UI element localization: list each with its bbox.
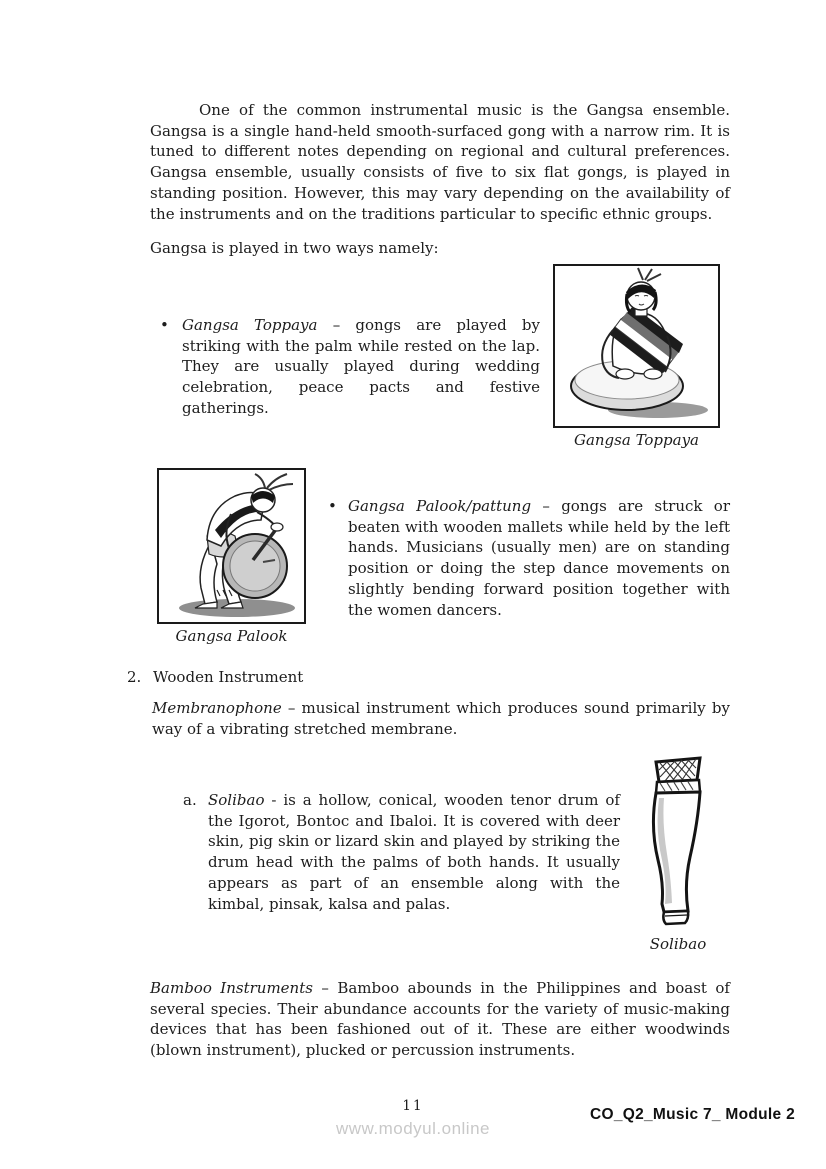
intro-paragraph: One of the common instrumental music is the Gangsa ensemble. Gangsa is a single hand-held smooth-surfaced gong with a narrow rim. It is tuned to different notes depending on regional and cultural preferences. Gangsa ensemble, usually consists of five to six flat gongs, is played in standing position. However, this may vary depending on the availability of the instruments and on the traditions particular to specific ethnic groups. [150, 101, 730, 223]
membranophone-paragraph [152, 698, 730, 739]
module-label: CO_Q2_Music 7_ Module 2 [589, 1106, 795, 1123]
bullet-dot-icon: • [160, 316, 169, 334]
figure-solibao [636, 752, 720, 953]
figure-caption-gangsa-palook: Gangsa Palook [175, 627, 288, 645]
solibao-term: Solibao [208, 791, 265, 809]
bullet-gangsa-palook-rest: – gongs are struck or beaten with wooden mallets while held by the left hands. Musicians (usually men) are on standing position or doing the step dance movements on slightly bending forward position together with the women dancers. [348, 497, 731, 619]
solibao-drum-illustration-icon [636, 752, 720, 932]
bullet-gangsa-toppaya-term: Gangsa Toppaya [182, 316, 318, 334]
gangsa-toppaya-image-frame [553, 264, 720, 428]
section-title: Wooden Instrument [153, 668, 304, 686]
figure-gangsa-toppaya [553, 264, 720, 449]
section-wooden-instrument [127, 668, 303, 686]
figure-caption-gangsa-toppaya: Gangsa Toppaya [573, 431, 700, 449]
list-item-solibao [183, 790, 620, 914]
gangsa-palook-illustration-icon [159, 470, 304, 622]
membranophone-term: Membranophone [152, 699, 282, 717]
figure-gangsa-palook [157, 468, 306, 645]
bullet-gangsa-palook-term: Gangsa Palook/pattung [348, 497, 532, 515]
watermark: www.modyul.online [335, 1119, 490, 1138]
figure-caption-solibao: Solibao [649, 935, 707, 953]
gangsa-toppaya-illustration-icon [555, 266, 718, 426]
solibao-rest: - is a hollow, conical, wooden tenor drum of the Igorot, Bontoc and Ibaloi. It is covered with deer skin, pig skin or lizard skin and played by striking the drum head with the palms of both hands. It usually appears as part of an ensemble along with the kimbal, pinsak, kalsa and palas. [208, 791, 620, 913]
bullet-gangsa-toppaya-text [182, 315, 540, 419]
two-ways-line: Gangsa is played in two ways namely: [150, 239, 439, 257]
bamboo-term: Bamboo Instruments [150, 979, 313, 997]
bullet-dot-icon: • [328, 497, 337, 515]
bullet-gangsa-palook-text [348, 496, 730, 620]
section-number: 2. [127, 668, 142, 686]
bullet-gangsa-toppaya [160, 315, 540, 419]
solibao-text [208, 790, 620, 914]
list-item-label: a. [183, 791, 197, 809]
page-number: 11 [402, 1098, 424, 1114]
bullet-gangsa-palook [328, 496, 730, 620]
bullet-gangsa-toppaya-rest: – gongs are played by striking with the palm while rested on the lap. They are usually played during wedding celebration, peace pacts and festive gatherings. [182, 316, 540, 417]
gangsa-palook-image-frame [157, 468, 306, 624]
bamboo-rest: – Bamboo abounds in the Philippines and boast of several species. Their abundance accounts for the variety of music-making devices that has been fashioned out of it. These are either woodwinds (blown instrument), plucked or percussion instruments. [150, 979, 730, 1060]
bamboo-paragraph [150, 978, 730, 1061]
membranophone-rest: – musical instrument which produces sound primarily by way of a vibrating stretched membrane. [152, 699, 730, 738]
